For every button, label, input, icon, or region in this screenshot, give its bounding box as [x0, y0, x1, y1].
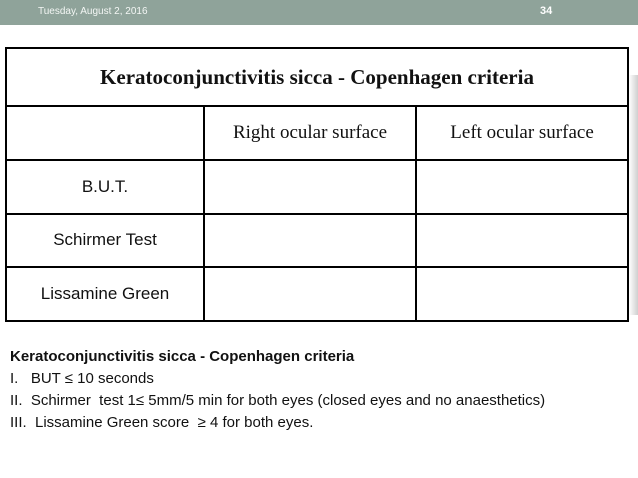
table-cell: [416, 160, 628, 214]
row-label-lissamine-green: Lissamine Green: [6, 267, 204, 321]
criteria-notes: [10, 346, 630, 434]
table-cell: [416, 214, 628, 268]
table-cell: [204, 160, 416, 214]
table-row: [6, 267, 628, 321]
table-cell: [416, 267, 628, 321]
table-cell: [204, 214, 416, 268]
table-title-row: [6, 48, 628, 106]
criteria-item: II. Schirmer test 1≤ 5mm/5 min for both eyes (closed eyes and no anaesthetics): [10, 392, 546, 409]
table-corner-cell: [6, 106, 204, 160]
row-label-but: B.U.T.: [6, 160, 204, 214]
table-row: [6, 160, 628, 214]
page-edge-shadow: [629, 75, 638, 315]
table-cell: [204, 267, 416, 321]
criteria-item: I. BUT ≤ 10 seconds: [10, 370, 154, 387]
slide-date: Tuesday, August 2, 2016: [38, 6, 148, 17]
column-header-right-ocular-surface: Right ocular surface: [204, 106, 416, 160]
notes-title: Keratoconjunctivitis sicca - Copenhagen criteria: [10, 348, 355, 365]
table-title: Keratoconjunctivitis sicca - Copenhagen criteria: [6, 48, 628, 106]
column-header-left-ocular-surface: Left ocular surface: [416, 106, 628, 160]
slide-page-number: 34: [540, 5, 553, 17]
slide-header-bar: [0, 0, 638, 25]
row-label-schirmer-test: Schirmer Test: [6, 214, 204, 268]
table-row: [6, 214, 628, 268]
criteria-item: III. Lissamine Green score ≥ 4 for both eyes.: [10, 414, 314, 431]
criteria-table: [5, 47, 629, 322]
table-header-row: [6, 106, 628, 160]
